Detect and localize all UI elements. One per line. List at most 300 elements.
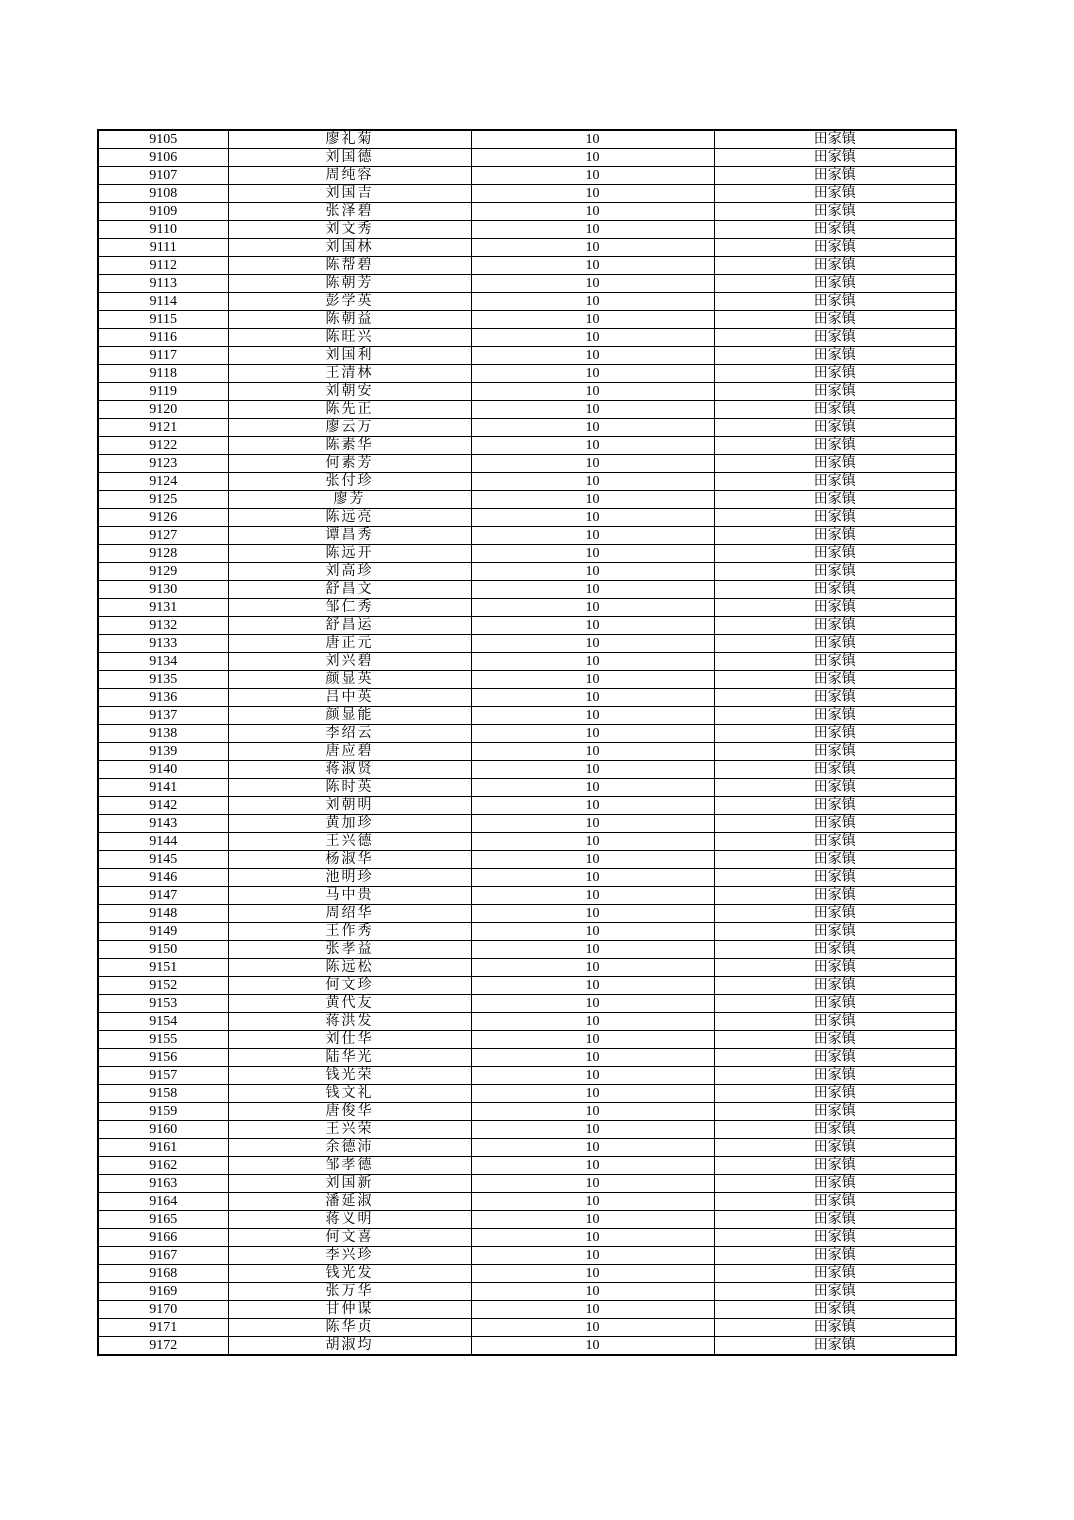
table-row (98, 563, 956, 581)
table-row (98, 1229, 956, 1247)
cell-name: 池明珍 (228, 869, 471, 887)
table-row (98, 1211, 956, 1229)
cell-number: 9150 (98, 941, 228, 959)
table-row (98, 833, 956, 851)
table-row (98, 1049, 956, 1067)
cell-number: 9169 (98, 1283, 228, 1301)
cell-name: 陈朝芳 (228, 275, 471, 293)
cell-number: 9151 (98, 959, 228, 977)
cell-number: 9124 (98, 473, 228, 491)
cell-number: 9148 (98, 905, 228, 923)
cell-amount: 10 (471, 725, 714, 743)
cell-number: 9159 (98, 1103, 228, 1121)
table-row (98, 887, 956, 905)
cell-town: 田家镇 (714, 995, 956, 1013)
cell-town: 田家镇 (714, 779, 956, 797)
cell-name: 王兴荣 (228, 1121, 471, 1139)
cell-name: 黄加珍 (228, 815, 471, 833)
cell-name: 钱文礼 (228, 1085, 471, 1103)
cell-name: 潘延淑 (228, 1193, 471, 1211)
cell-amount: 10 (471, 221, 714, 239)
cell-amount: 10 (471, 1229, 714, 1247)
cell-name: 唐应碧 (228, 743, 471, 761)
cell-amount: 10 (471, 455, 714, 473)
cell-amount: 10 (471, 869, 714, 887)
cell-number: 9161 (98, 1139, 228, 1157)
cell-number: 9114 (98, 293, 228, 311)
table-row (98, 995, 956, 1013)
table-row (98, 491, 956, 509)
cell-town: 田家镇 (714, 167, 956, 185)
cell-name: 彭学英 (228, 293, 471, 311)
cell-number: 9167 (98, 1247, 228, 1265)
cell-name: 刘兴碧 (228, 653, 471, 671)
cell-number: 9163 (98, 1175, 228, 1193)
table-row (98, 1157, 956, 1175)
cell-amount: 10 (471, 1211, 714, 1229)
table-row (98, 725, 956, 743)
cell-number: 9119 (98, 383, 228, 401)
cell-town: 田家镇 (714, 635, 956, 653)
cell-name: 吕中英 (228, 689, 471, 707)
cell-town: 田家镇 (714, 383, 956, 401)
table-row (98, 1337, 956, 1356)
cell-town: 田家镇 (714, 239, 956, 257)
table-row (98, 1301, 956, 1319)
cell-name: 马中贵 (228, 887, 471, 905)
table-row (98, 257, 956, 275)
table-row (98, 977, 956, 995)
cell-name: 李绍云 (228, 725, 471, 743)
cell-number: 9143 (98, 815, 228, 833)
cell-amount: 10 (471, 419, 714, 437)
table-row (98, 293, 956, 311)
cell-town: 田家镇 (714, 1193, 956, 1211)
cell-town: 田家镇 (714, 491, 956, 509)
cell-amount: 10 (471, 1319, 714, 1337)
cell-town: 田家镇 (714, 1301, 956, 1319)
cell-town: 田家镇 (714, 671, 956, 689)
cell-town: 田家镇 (714, 275, 956, 293)
cell-town: 田家镇 (714, 437, 956, 455)
cell-town: 田家镇 (714, 185, 956, 203)
cell-name: 刘朝安 (228, 383, 471, 401)
cell-name: 陈时英 (228, 779, 471, 797)
cell-town: 田家镇 (714, 1139, 956, 1157)
cell-amount: 10 (471, 887, 714, 905)
cell-amount: 10 (471, 1283, 714, 1301)
cell-number: 9116 (98, 329, 228, 347)
cell-name: 陈华贞 (228, 1319, 471, 1337)
cell-name: 舒昌文 (228, 581, 471, 599)
cell-name: 何文喜 (228, 1229, 471, 1247)
table-row (98, 599, 956, 617)
cell-amount: 10 (471, 941, 714, 959)
cell-town: 田家镇 (714, 725, 956, 743)
cell-name: 王作秀 (228, 923, 471, 941)
cell-name: 刘朝明 (228, 797, 471, 815)
cell-town: 田家镇 (714, 149, 956, 167)
cell-name: 颜显英 (228, 671, 471, 689)
cell-name: 周纯容 (228, 167, 471, 185)
cell-number: 9118 (98, 365, 228, 383)
cell-town: 田家镇 (714, 923, 956, 941)
cell-name: 张泽碧 (228, 203, 471, 221)
cell-amount: 10 (471, 545, 714, 563)
cell-name: 颜显能 (228, 707, 471, 725)
table-row (98, 1175, 956, 1193)
cell-town: 田家镇 (714, 959, 956, 977)
cell-amount: 10 (471, 1175, 714, 1193)
table-row (98, 401, 956, 419)
cell-town: 田家镇 (714, 455, 956, 473)
cell-name: 张孝益 (228, 941, 471, 959)
cell-amount: 10 (471, 1301, 714, 1319)
cell-amount: 10 (471, 599, 714, 617)
cell-amount: 10 (471, 1103, 714, 1121)
cell-amount: 10 (471, 347, 714, 365)
cell-amount: 10 (471, 1265, 714, 1283)
cell-number: 9111 (98, 239, 228, 257)
cell-town: 田家镇 (714, 257, 956, 275)
cell-name: 周绍华 (228, 905, 471, 923)
cell-name: 王清林 (228, 365, 471, 383)
cell-number: 9147 (98, 887, 228, 905)
cell-amount: 10 (471, 203, 714, 221)
cell-town: 田家镇 (714, 1175, 956, 1193)
cell-name: 刘国新 (228, 1175, 471, 1193)
cell-town: 田家镇 (714, 1265, 956, 1283)
cell-name: 余德沛 (228, 1139, 471, 1157)
cell-number: 9134 (98, 653, 228, 671)
table-row (98, 1103, 956, 1121)
cell-town: 田家镇 (714, 1337, 956, 1356)
cell-name: 廖礼菊 (228, 130, 471, 149)
table-row (98, 617, 956, 635)
cell-number: 9144 (98, 833, 228, 851)
cell-number: 9142 (98, 797, 228, 815)
cell-amount: 10 (471, 365, 714, 383)
cell-number: 9117 (98, 347, 228, 365)
cell-number: 9145 (98, 851, 228, 869)
table-row (98, 1139, 956, 1157)
table-row (98, 689, 956, 707)
cell-number: 9155 (98, 1031, 228, 1049)
cell-number: 9154 (98, 1013, 228, 1031)
cell-number: 9153 (98, 995, 228, 1013)
cell-name: 陈素华 (228, 437, 471, 455)
cell-number: 9112 (98, 257, 228, 275)
table-row (98, 1085, 956, 1103)
cell-amount: 10 (471, 130, 714, 149)
cell-number: 9137 (98, 707, 228, 725)
table-row (98, 635, 956, 653)
cell-amount: 10 (471, 707, 714, 725)
cell-amount: 10 (471, 779, 714, 797)
table-row (98, 815, 956, 833)
cell-number: 9131 (98, 599, 228, 617)
cell-town: 田家镇 (714, 365, 956, 383)
cell-amount: 10 (471, 581, 714, 599)
cell-town: 田家镇 (714, 797, 956, 815)
cell-amount: 10 (471, 311, 714, 329)
cell-town: 田家镇 (714, 527, 956, 545)
cell-name: 唐正元 (228, 635, 471, 653)
table-row (98, 437, 956, 455)
cell-number: 9141 (98, 779, 228, 797)
cell-amount: 10 (471, 491, 714, 509)
cell-number: 9168 (98, 1265, 228, 1283)
cell-amount: 10 (471, 185, 714, 203)
cell-number: 9121 (98, 419, 228, 437)
cell-town: 田家镇 (714, 761, 956, 779)
cell-name: 廖芳 (228, 491, 471, 509)
table-row (98, 581, 956, 599)
table-row (98, 797, 956, 815)
cell-town: 田家镇 (714, 1157, 956, 1175)
table-row (98, 1013, 956, 1031)
cell-number: 9156 (98, 1049, 228, 1067)
cell-amount: 10 (471, 1085, 714, 1103)
cell-town: 田家镇 (714, 1121, 956, 1139)
cell-amount: 10 (471, 293, 714, 311)
cell-amount: 10 (471, 1247, 714, 1265)
cell-amount: 10 (471, 401, 714, 419)
cell-amount: 10 (471, 1121, 714, 1139)
cell-town: 田家镇 (714, 293, 956, 311)
cell-amount: 10 (471, 671, 714, 689)
table-row (98, 545, 956, 563)
cell-number: 9138 (98, 725, 228, 743)
table-row (98, 905, 956, 923)
table-row (98, 1193, 956, 1211)
table-row (98, 455, 956, 473)
cell-town: 田家镇 (714, 401, 956, 419)
table-row (98, 221, 956, 239)
cell-amount: 10 (471, 923, 714, 941)
cell-name: 钱光发 (228, 1265, 471, 1283)
cell-number: 9127 (98, 527, 228, 545)
cell-name: 刘国德 (228, 149, 471, 167)
cell-name: 刘国林 (228, 239, 471, 257)
cell-number: 9128 (98, 545, 228, 563)
cell-name: 胡淑均 (228, 1337, 471, 1356)
table-row (98, 527, 956, 545)
table-row (98, 1265, 956, 1283)
cell-name: 黄代友 (228, 995, 471, 1013)
cell-name: 刘国利 (228, 347, 471, 365)
cell-amount: 10 (471, 959, 714, 977)
cell-number: 9132 (98, 617, 228, 635)
cell-number: 9171 (98, 1319, 228, 1337)
cell-amount: 10 (471, 383, 714, 401)
cell-name: 李兴珍 (228, 1247, 471, 1265)
cell-town: 田家镇 (714, 689, 956, 707)
table-row (98, 509, 956, 527)
cell-town: 田家镇 (714, 1103, 956, 1121)
table-row (98, 473, 956, 491)
table-row (98, 149, 956, 167)
table-row (98, 185, 956, 203)
cell-amount: 10 (471, 527, 714, 545)
table-row (98, 311, 956, 329)
cell-number: 9106 (98, 149, 228, 167)
cell-number: 9120 (98, 401, 228, 419)
cell-name: 陈帮碧 (228, 257, 471, 275)
table-row (98, 959, 956, 977)
cell-town: 田家镇 (714, 977, 956, 995)
cell-town: 田家镇 (714, 221, 956, 239)
cell-name: 张万华 (228, 1283, 471, 1301)
table-row (98, 383, 956, 401)
cell-name: 陈朝益 (228, 311, 471, 329)
cell-name: 陈远亮 (228, 509, 471, 527)
cell-number: 9172 (98, 1337, 228, 1356)
table-row (98, 365, 956, 383)
cell-town: 田家镇 (714, 347, 956, 365)
cell-name: 何素芳 (228, 455, 471, 473)
cell-amount: 10 (471, 239, 714, 257)
cell-amount: 10 (471, 995, 714, 1013)
table-row (98, 1067, 956, 1085)
cell-name: 刘高珍 (228, 563, 471, 581)
cell-town: 田家镇 (714, 617, 956, 635)
cell-number: 9122 (98, 437, 228, 455)
cell-amount: 10 (471, 1337, 714, 1356)
cell-town: 田家镇 (714, 599, 956, 617)
cell-number: 9130 (98, 581, 228, 599)
table-row (98, 419, 956, 437)
cell-town: 田家镇 (714, 905, 956, 923)
table-row (98, 671, 956, 689)
cell-name: 刘文秀 (228, 221, 471, 239)
cell-name: 舒昌运 (228, 617, 471, 635)
cell-amount: 10 (471, 761, 714, 779)
cell-town: 田家镇 (714, 1049, 956, 1067)
cell-town: 田家镇 (714, 419, 956, 437)
table-row (98, 743, 956, 761)
cell-amount: 10 (471, 977, 714, 995)
cell-town: 田家镇 (714, 1229, 956, 1247)
cell-town: 田家镇 (714, 203, 956, 221)
cell-name: 陆华光 (228, 1049, 471, 1067)
cell-number: 9160 (98, 1121, 228, 1139)
cell-name: 张付珍 (228, 473, 471, 491)
cell-number: 9166 (98, 1229, 228, 1247)
table-row (98, 239, 956, 257)
table-row (98, 130, 956, 149)
cell-number: 9140 (98, 761, 228, 779)
table-row (98, 1319, 956, 1337)
cell-amount: 10 (471, 905, 714, 923)
cell-name: 陈先正 (228, 401, 471, 419)
table-body (98, 130, 956, 1355)
table-row (98, 347, 956, 365)
cell-amount: 10 (471, 167, 714, 185)
cell-town: 田家镇 (714, 311, 956, 329)
cell-name: 谭昌秀 (228, 527, 471, 545)
cell-number: 9105 (98, 130, 228, 149)
cell-number: 9170 (98, 1301, 228, 1319)
cell-number: 9158 (98, 1085, 228, 1103)
cell-town: 田家镇 (714, 563, 956, 581)
cell-town: 田家镇 (714, 509, 956, 527)
cell-number: 9123 (98, 455, 228, 473)
table-row (98, 1247, 956, 1265)
cell-town: 田家镇 (714, 1067, 956, 1085)
cell-name: 陈远开 (228, 545, 471, 563)
cell-amount: 10 (471, 149, 714, 167)
table-row (98, 923, 956, 941)
cell-name: 陈远松 (228, 959, 471, 977)
cell-number: 9152 (98, 977, 228, 995)
cell-town: 田家镇 (714, 581, 956, 599)
cell-town: 田家镇 (714, 815, 956, 833)
cell-amount: 10 (471, 1067, 714, 1085)
cell-number: 9115 (98, 311, 228, 329)
cell-name: 蒋淑贤 (228, 761, 471, 779)
cell-amount: 10 (471, 1157, 714, 1175)
cell-number: 9135 (98, 671, 228, 689)
table-row (98, 941, 956, 959)
cell-amount: 10 (471, 563, 714, 581)
cell-name: 王兴德 (228, 833, 471, 851)
cell-number: 9149 (98, 923, 228, 941)
cell-amount: 10 (471, 1049, 714, 1067)
cell-number: 9110 (98, 221, 228, 239)
cell-number: 9108 (98, 185, 228, 203)
cell-amount: 10 (471, 509, 714, 527)
cell-amount: 10 (471, 257, 714, 275)
table-row (98, 761, 956, 779)
table-row (98, 851, 956, 869)
cell-number: 9113 (98, 275, 228, 293)
cell-name: 何文珍 (228, 977, 471, 995)
cell-number: 9125 (98, 491, 228, 509)
cell-name: 蒋洪发 (228, 1013, 471, 1031)
table-row (98, 1283, 956, 1301)
table-row (98, 1121, 956, 1139)
cell-town: 田家镇 (714, 1085, 956, 1103)
cell-number: 9136 (98, 689, 228, 707)
cell-name: 廖云万 (228, 419, 471, 437)
cell-town: 田家镇 (714, 1013, 956, 1031)
table-row (98, 1031, 956, 1049)
cell-number: 9107 (98, 167, 228, 185)
cell-amount: 10 (471, 437, 714, 455)
cell-town: 田家镇 (714, 869, 956, 887)
cell-town: 田家镇 (714, 707, 956, 725)
cell-town: 田家镇 (714, 743, 956, 761)
cell-town: 田家镇 (714, 130, 956, 149)
cell-town: 田家镇 (714, 887, 956, 905)
cell-name: 刘仕华 (228, 1031, 471, 1049)
cell-number: 9146 (98, 869, 228, 887)
cell-name: 邹仁秀 (228, 599, 471, 617)
cell-town: 田家镇 (714, 329, 956, 347)
cell-amount: 10 (471, 833, 714, 851)
cell-amount: 10 (471, 1013, 714, 1031)
cell-number: 9139 (98, 743, 228, 761)
cell-number: 9162 (98, 1157, 228, 1175)
cell-amount: 10 (471, 329, 714, 347)
cell-town: 田家镇 (714, 473, 956, 491)
table-row (98, 167, 956, 185)
cell-amount: 10 (471, 1031, 714, 1049)
cell-town: 田家镇 (714, 941, 956, 959)
table-row (98, 779, 956, 797)
cell-town: 田家镇 (714, 1031, 956, 1049)
